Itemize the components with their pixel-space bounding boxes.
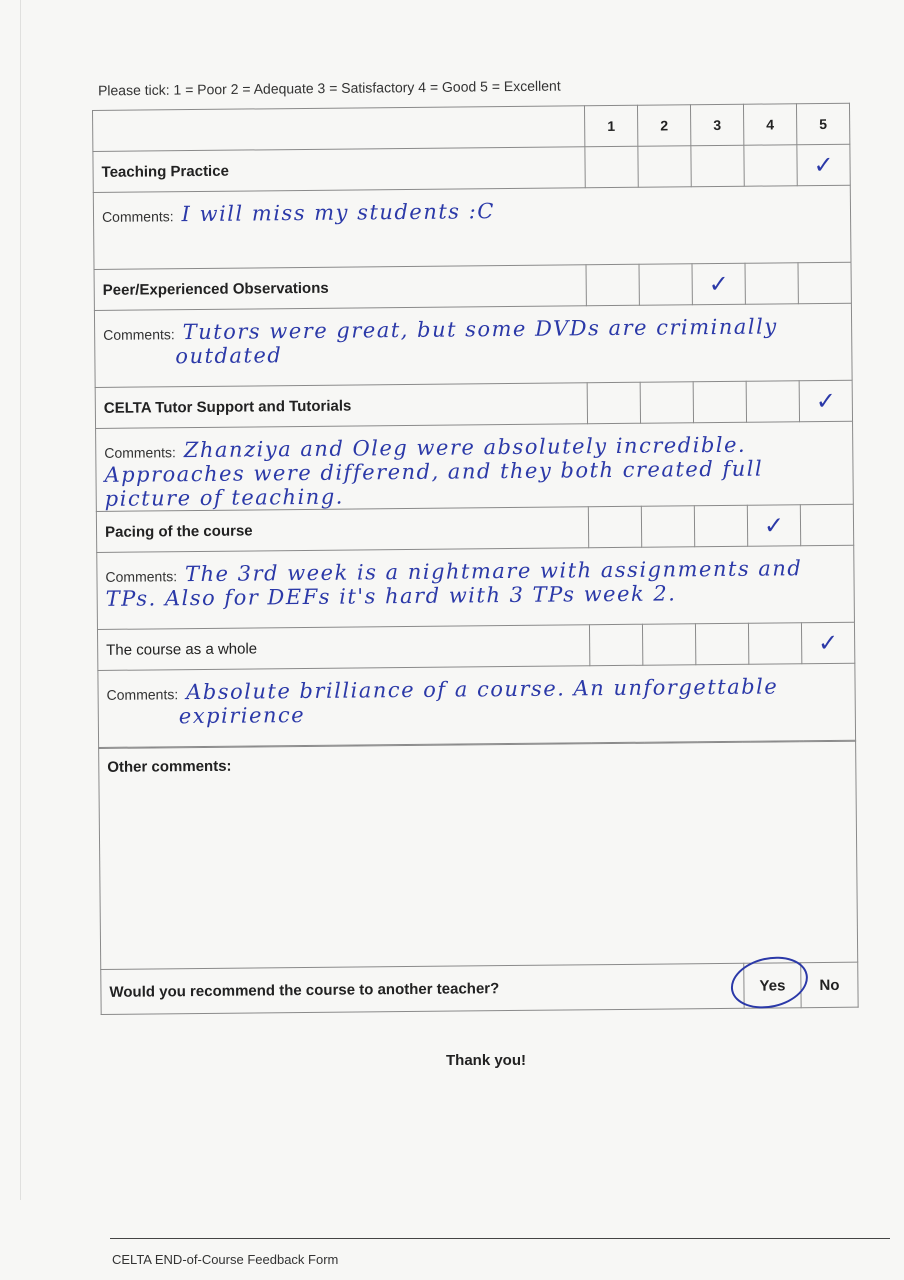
other-comments-row [99, 741, 858, 969]
section-label: Teaching Practice [93, 147, 585, 193]
header-row [93, 103, 850, 151]
handwritten-comment: Zhanziya and Oleg were absolutely incredible. [183, 432, 747, 463]
section-label: CELTA Tutor Support and Tutorials [95, 383, 587, 429]
column-header-2: 2 [637, 105, 690, 147]
section-row [96, 504, 853, 552]
section-label: Pacing of the course [96, 507, 588, 553]
rating-cell-2[interactable] [640, 382, 693, 424]
other-comments-label: Other comments: [99, 741, 858, 969]
recommend-question: Would you recommend the course to another teacher? [101, 963, 744, 1014]
comments-label: Comments: [105, 568, 178, 585]
comment-row [93, 185, 851, 269]
handwritten-comment: The 3rd week is a nightmare with assignments and [184, 556, 803, 587]
feedback-table [92, 103, 856, 748]
handwritten-comment: Approaches were differend, and they both created full picture of teaching. [104, 456, 764, 511]
section-label: Peer/Experienced Observations [94, 265, 586, 311]
form-footer: CELTA END-of-Course Feedback Form [112, 1252, 339, 1267]
rating-cell-4[interactable] [747, 505, 800, 547]
recommend-no[interactable]: No [801, 962, 858, 1008]
rating-cell-5[interactable] [801, 622, 854, 664]
tick-mark: ✓ [708, 269, 729, 299]
recommend-row [101, 962, 858, 1014]
thank-you-text: Thank you! [446, 1052, 527, 1069]
feedback-form [92, 103, 859, 1015]
header-blank [93, 106, 585, 152]
comment-cell [97, 545, 855, 629]
rating-cell-3[interactable] [691, 145, 744, 187]
rating-cell-4[interactable] [748, 623, 801, 665]
recommend-yes[interactable] [744, 963, 801, 1009]
rating-cell-3[interactable] [692, 263, 745, 305]
section-row [95, 380, 852, 428]
rating-cell-5[interactable] [799, 380, 852, 422]
rating-cell-4[interactable] [746, 381, 799, 423]
rating-cell-1[interactable] [586, 264, 639, 306]
rating-cell-5[interactable] [797, 144, 850, 186]
tick-mark: ✓ [763, 511, 785, 540]
rating-cell-2[interactable] [641, 506, 694, 548]
rating-cell-3[interactable] [694, 505, 747, 547]
section-row [97, 622, 854, 670]
handwritten-comment: Absolute brilliance of a course. An unforgettable [186, 674, 779, 705]
column-header-3: 3 [690, 104, 743, 146]
rating-cell-1[interactable] [588, 506, 641, 548]
column-header-1: 1 [584, 105, 637, 147]
handwritten-comment: I will miss my students :C [181, 199, 495, 227]
handwritten-comment: outdated [175, 343, 283, 369]
rating-cell-1[interactable] [589, 624, 642, 666]
handwritten-comment: expirience [178, 702, 306, 729]
rating-cell-4[interactable] [745, 263, 798, 305]
tick-mark: ✓ [815, 386, 837, 416]
rating-cell-3[interactable] [693, 381, 746, 423]
scan-edge [20, 0, 21, 1200]
column-header-4: 4 [743, 104, 796, 146]
section-row [94, 262, 851, 310]
rating-cell-2[interactable] [642, 624, 695, 666]
comment-cell [96, 421, 854, 511]
comment-row [94, 303, 852, 387]
rating-cell-2[interactable] [639, 264, 692, 306]
rating-cell-4[interactable] [744, 145, 797, 187]
bottom-table [98, 741, 859, 1015]
tick-mark: ✓ [817, 628, 839, 658]
comments-label: Comments: [106, 686, 179, 703]
comments-label: Comments: [104, 444, 176, 461]
comments-label: Comments: [103, 326, 175, 343]
section-row [93, 144, 850, 192]
comment-row [96, 421, 854, 511]
comment-row [98, 663, 856, 747]
yes-label: Yes [759, 976, 786, 995]
comment-row [97, 545, 855, 629]
handwritten-comment: Tutors were great, but some DVDs are criminally [182, 314, 778, 345]
tick-mark: ✓ [813, 150, 834, 180]
rating-cell-5[interactable] [798, 262, 851, 304]
comment-cell [98, 663, 856, 747]
rating-cell-3[interactable] [695, 623, 748, 665]
section-label: The course as a whole [97, 625, 589, 671]
rating-cell-5[interactable] [800, 504, 853, 546]
comment-cell [93, 185, 851, 269]
comment-cell [94, 303, 852, 387]
rating-legend: Please tick: 1 = Poor 2 = Adequate 3 = Satisfactory 4 = Good 5 = Excellent [97, 77, 561, 99]
column-header-5: 5 [796, 103, 849, 145]
rating-cell-2[interactable] [638, 146, 691, 188]
comments-label: Comments: [101, 208, 174, 225]
footer-divider [110, 1238, 890, 1239]
rating-cell-1[interactable] [587, 382, 640, 424]
handwritten-comment: TPs. Also for DEFs it's hard with 3 TPs week 2. [105, 581, 677, 611]
rating-cell-1[interactable] [585, 146, 638, 188]
